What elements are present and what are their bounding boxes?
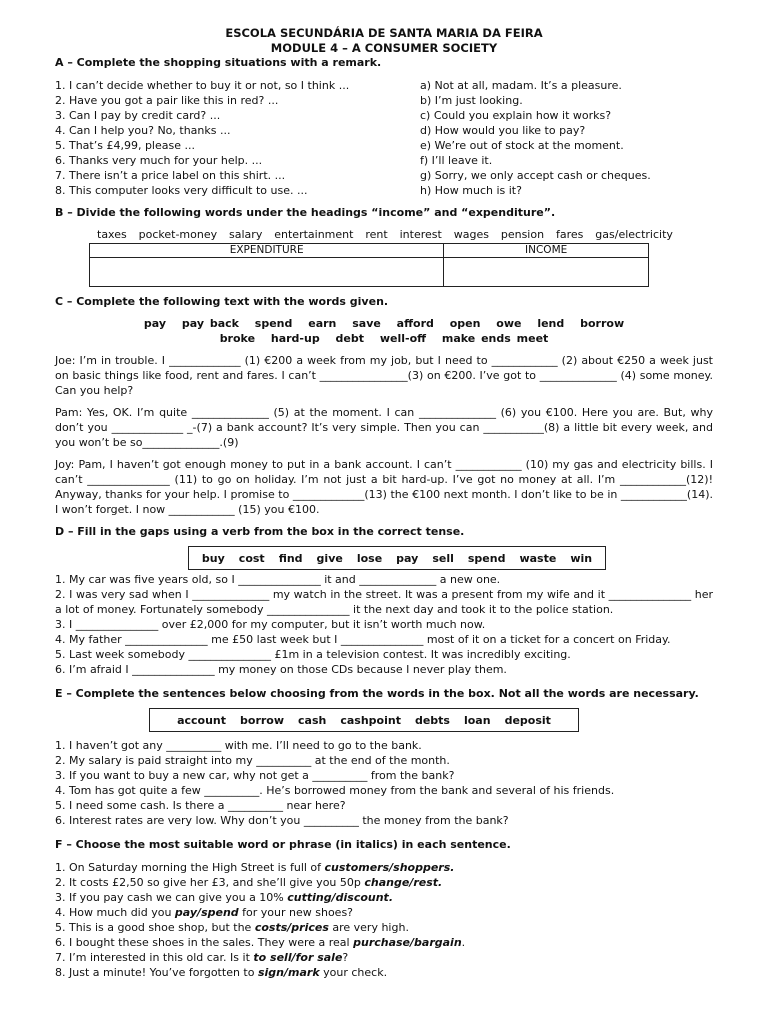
- word-item: deposit: [504, 713, 551, 727]
- word-choice[interactable]: sign/mark: [257, 966, 320, 979]
- word-item: fares: [555, 228, 584, 241]
- gap-sentence: 6. Interest rates are very low. Why don’t you __________ the money from the bank?: [55, 814, 509, 827]
- module-title: MODULE 4 – A CONSUMER SOCIETY: [270, 41, 498, 55]
- word-item: loan: [463, 713, 491, 727]
- word-item: broke: [219, 332, 256, 345]
- word-item: borrow: [580, 317, 625, 330]
- choice-sentence: [55, 950, 713, 965]
- word-item: owe: [496, 317, 522, 330]
- word-item: afford: [396, 317, 434, 330]
- word-item: interest: [399, 228, 442, 241]
- word-item: make ends meet: [441, 332, 549, 345]
- question-item: 5. That’s £4,99, please ...: [55, 139, 195, 152]
- expenditure-answer-cell[interactable]: [90, 258, 444, 287]
- gap-sentence: 2. My salary is paid straight into my __________ at the end of the month.: [55, 754, 450, 767]
- sentence-text: 8. Just a minute! You’ve forgotten to: [55, 966, 258, 979]
- gap-sentence: 3. If you want to buy a new car, why not get a __________ from the bank?: [55, 769, 455, 782]
- word-item: hard-up: [270, 332, 320, 345]
- sentence-text: .: [461, 936, 466, 949]
- gap-sentence: 6. I’m afraid I _______________ my money on those CDs because I never play them.: [55, 663, 507, 676]
- sentence-text: are very high.: [328, 921, 409, 934]
- word-item: gas/electricity: [595, 228, 673, 241]
- word-item: well-off: [379, 332, 427, 345]
- verb-item: cost: [238, 551, 265, 565]
- section-c-wordbank-row1: [55, 316, 713, 331]
- word-item: rent: [365, 228, 388, 241]
- gap-sentence: 5. Last week somebody _______________ £1m in a television contest. It was incredibly exciting.: [55, 648, 571, 661]
- answer-item: e) We’re out of stock at the moment.: [420, 139, 624, 152]
- worksheet: [55, 26, 713, 980]
- question-item: 3. Can I pay by credit card? ...: [55, 109, 221, 122]
- section-a-title: A – Complete the shopping situations with a remark.: [55, 56, 382, 69]
- choice-sentence: [55, 905, 713, 920]
- verb-item: pay: [396, 551, 419, 565]
- sentence-text: for your new shoes?: [238, 906, 354, 919]
- income-answer-cell[interactable]: [444, 258, 649, 287]
- word-item: pension: [500, 228, 545, 241]
- word-item: pay back: [181, 317, 239, 330]
- gap-sentence: 3. I _______________ over £2,000 for my computer, but it isn’t worth much now.: [55, 618, 486, 631]
- question-item: 4. Can I help you? No, thanks ...: [55, 124, 231, 137]
- word-choice[interactable]: change/rest.: [364, 876, 443, 889]
- gap-sentence: 4. Tom has got quite a few __________. He’s borrowed money from the bank and several of his friends.: [55, 784, 615, 797]
- word-item: earn: [308, 317, 337, 330]
- verb-item: win: [570, 551, 593, 565]
- section-a-matching: [55, 78, 713, 198]
- question-item: 6. Thanks very much for your help. ...: [55, 154, 263, 167]
- word-choice[interactable]: customers/shoppers.: [324, 861, 455, 874]
- gap-sentence: 1. My car was five years old, so I _______________ it and ______________ a new one.: [55, 573, 501, 586]
- word-item: debts: [414, 713, 450, 727]
- question-item: 7. There isn’t a price label on this shirt. ...: [55, 169, 286, 182]
- answer-item: d) How would you like to pay?: [420, 124, 586, 137]
- section-e-sentences: [55, 738, 713, 828]
- sentence-text: your check.: [319, 966, 388, 979]
- income-expenditure-table: [89, 243, 649, 287]
- section-f-sentences: [55, 860, 713, 980]
- word-item: open: [449, 317, 481, 330]
- sentence-text: 5. This is a good shoe shop, but the: [55, 921, 255, 934]
- choice-sentence: [55, 935, 713, 950]
- choice-sentence: [55, 860, 713, 875]
- sentence-text: 7. I’m interested in this old car. Is it: [55, 951, 254, 964]
- word-item: salary: [229, 228, 263, 241]
- section-e-title: E – Complete the sentences below choosing from the words in the box. Not all the words are necessary.: [55, 687, 699, 700]
- gap-sentence: 2. I was very sad when I ______________ my watch in the street. It was a present from my wife and it _______________ her a lot of money. Fortunately somebody _______________ it the next day and took it to the police station.: [55, 588, 713, 616]
- verb-item: find: [278, 551, 303, 565]
- answer-item: f) I’ll leave it.: [420, 154, 493, 167]
- gap-sentence: 1. I haven’t got any __________ with me. I’ll need to go to the bank.: [55, 739, 422, 752]
- question-item: 1. I can’t decide whether to buy it or not, so I think ...: [55, 79, 350, 92]
- word-choice[interactable]: cutting/discount.: [287, 891, 393, 904]
- verb-item: sell: [432, 551, 454, 565]
- income-header: INCOME: [444, 244, 649, 258]
- choice-sentence: [55, 890, 713, 905]
- sentence-text: 6. I bought these shoes in the sales. They were a real: [55, 936, 354, 949]
- section-b-title: B – Divide the following words under the headings “income” and “expenditure”.: [55, 206, 556, 219]
- sentence-text: 3. If you pay cash we can give you a 10%: [55, 891, 288, 904]
- dialogue-paragraph: Joy: Pam, I haven’t got enough money to put in a bank account. I can’t ____________ (10) my gas and electricity bills. I can’t _______________ (11) to go on holiday. I’m not just a bit hard-up. I’ve got no money at all. I’m ____________(12)! Anyway, thanks for your help. I promise to _____________(13) the €100 next month. I don’t like to be in ____________(14). I won’t forget. I now ____________ (15) you €100.: [55, 458, 713, 516]
- school-name: ESCOLA SECUNDÁRIA DE SANTA MARIA DA FEIRA: [225, 26, 543, 40]
- sentence-text: 2. It costs £2,50 so give her £3, and she’ll give you 50p: [55, 876, 365, 889]
- word-choice[interactable]: purchase/bargain: [353, 936, 462, 949]
- word-item: taxes: [97, 228, 127, 241]
- expenditure-header: EXPENDITURE: [90, 244, 444, 258]
- question-item: 8. This computer looks very difficult to use. ...: [55, 184, 308, 197]
- section-a-questions: [55, 78, 420, 198]
- verb-box: [188, 546, 606, 570]
- question-item: 2. Have you got a pair like this in red? ...: [55, 94, 279, 107]
- word-item: lend: [537, 317, 565, 330]
- answer-item: h) How much is it?: [420, 184, 522, 197]
- sentence-text: ?: [342, 951, 349, 964]
- sentence-text: 4. How much did you: [55, 906, 175, 919]
- section-a-answers: [420, 78, 713, 198]
- verb-item: give: [316, 551, 343, 565]
- answer-item: g) Sorry, we only accept cash or cheques.: [420, 169, 651, 182]
- dialogue-paragraph: Pam: Yes, OK. I’m quite ______________ (5) at the moment. I can ______________ (6) you €100. Here you are. But, why don’t you _____________ _-(7) a bank account? It’s very simple. Then you can ___________(8) a little bit every week, and you won’t be so______________.(9): [55, 406, 713, 449]
- section-f-title: F – Choose the most suitable word or phrase (in italics) in each sentence.: [55, 838, 511, 851]
- word-choice[interactable]: pay/spend: [174, 906, 239, 919]
- verb-item: waste: [519, 551, 557, 565]
- word-item: save: [352, 317, 381, 330]
- word-item: borrow: [240, 713, 285, 727]
- section-d-title: D – Fill in the gaps using a verb from the box in the correct tense.: [55, 525, 465, 538]
- word-item: pocket-money: [138, 228, 218, 241]
- word-choice[interactable]: to sell/for sale: [253, 951, 343, 964]
- answer-item: c) Could you explain how it works?: [420, 109, 612, 122]
- word-item: cash: [298, 713, 327, 727]
- section-b-word-list: [55, 228, 713, 242]
- word-item: entertainment: [274, 228, 354, 241]
- word-box: [149, 708, 579, 732]
- section-c-title: C – Complete the following text with the words given.: [55, 295, 389, 308]
- word-item: cashpoint: [340, 713, 401, 727]
- word-item: pay: [143, 317, 167, 330]
- choice-sentence: [55, 875, 713, 890]
- worksheet-header: [55, 26, 713, 56]
- section-c-wordbank-row2: [55, 331, 713, 346]
- dialogue-paragraph: Joe: I’m in trouble. I _____________ (1) €200 a week from my job, but I need to ____________ (2) about €250 a week just on basic things like food, rent and fares. I can’t ________________(3) on €200. I’ve got to ______________ (4) some money. Can you help?: [55, 354, 713, 397]
- word-item: wages: [453, 228, 489, 241]
- choice-sentence: [55, 920, 713, 935]
- section-d-sentences: [55, 572, 713, 677]
- sentence-text: 1. On Saturday morning the High Street is full of: [55, 861, 325, 874]
- choice-sentence: [55, 965, 713, 980]
- gap-sentence: 5. I need some cash. Is there a __________ near here?: [55, 799, 346, 812]
- verb-item: spend: [467, 551, 506, 565]
- word-choice[interactable]: costs/prices: [254, 921, 329, 934]
- gap-sentence: 4. My father _______________ me £50 last week but I _______________ most of it on a ticket for a concert on Friday.: [55, 633, 671, 646]
- word-item: account: [177, 713, 227, 727]
- answer-item: a) Not at all, madam. It’s a pleasure.: [420, 79, 622, 92]
- word-item: spend: [254, 317, 293, 330]
- word-item: debt: [335, 332, 365, 345]
- verb-item: buy: [201, 551, 225, 565]
- answer-item: b) I’m just looking.: [420, 94, 523, 107]
- verb-item: lose: [356, 551, 383, 565]
